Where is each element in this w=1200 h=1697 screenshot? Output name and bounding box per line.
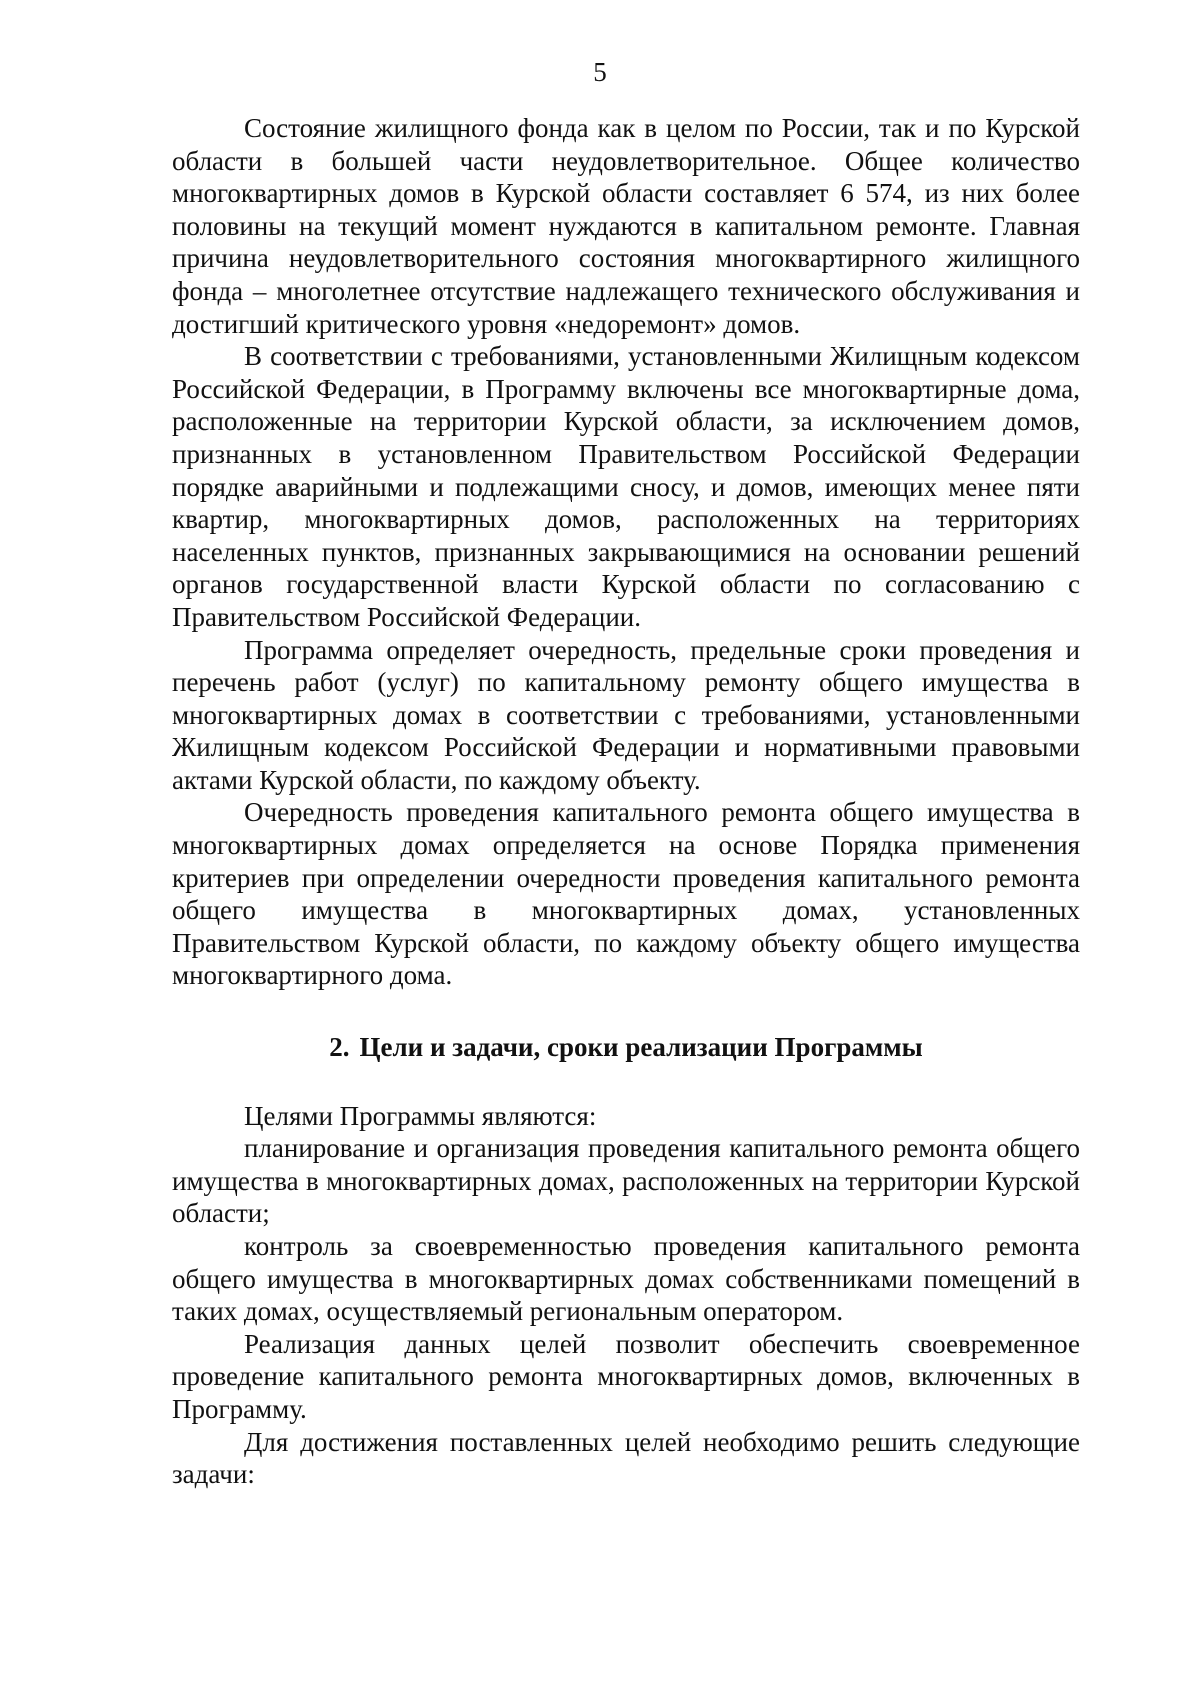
paragraph-repair-order: Очередность проведения капитального ремонта общего имущества в многоквартирных домах определяется на основе Порядка применения критериев при определении очередности проведения капитального ремонта общего имущества в многоквартирных домах, установленных Правительством Курской области, по каждому объекту общего имущества многоквартирного дома.	[172, 797, 1080, 991]
paragraph-goals-result: Реализация данных целей позволит обеспечить своевременное проведение капитального ремонта многоквартирных домов, включенных в Программу.	[172, 1328, 1080, 1424]
paragraph-program-scope: В соответствии с требованиями, установленными Жилищным кодексом Российской Федерации, в Программу включены все многоквартирные дома, расположенные на территории Курской области, за исключением домов, признанных в установленном Правительством Российской Федерации порядке аварийными и подлежащими сносу, и домов, имеющих менее пяти квартир, многоквартирных домов, расположенных на территориях населенных пунктов, признанных закрывающимися на основании решений органов государственной власти Курской области по согласованию с Правительством Российской Федерации.	[172, 341, 1080, 632]
document-body	[172, 112, 1080, 1491]
section-heading	[172, 1031, 1080, 1064]
paragraph-goals-intro: Целями Программы являются:	[244, 1100, 597, 1131]
page-number: 5	[593, 57, 607, 87]
paragraph-housing-condition: Состояние жилищного фонда как в целом по России, так и по Курской области в большей части неудовлетворительное. Общее количество многоквартирных домов в Курской области составляет 6 574, из них более половины на текущий момент нуждаются в капитальном ремонте. Главная причина неудовлетворительного состояния многоквартирного жилищного фонда – многолетнее отсутствие надлежащего технического обслуживания и достигший критического уровня «недоремонт» домов.	[172, 113, 1080, 339]
paragraph-program-defines: Программа определяет очередность, предельные сроки проведения и перечень работ (услуг) по капитальному ремонту общего имущества в многоквартирных домах в соответствии с требованиями, установленными Жилищным кодексом Российской Федерации и нормативными правовыми актами Курской области, по каждому объекту.	[172, 634, 1080, 795]
paragraph-goal-planning: планирование и организация проведения капитального ремонта общего имущества в многоквартирных домах, расположенных на территории Курской области;	[172, 1133, 1080, 1229]
paragraph-goal-control: контроль за своевременностью проведения капитального ремонта общего имущества в многоквартирных домах собственниками помещений в таких домах, осуществляемый региональным оператором.	[172, 1231, 1080, 1327]
paragraph-tasks-intro: Для достижения поставленных целей необходимо решить следующие задачи:	[172, 1426, 1080, 1490]
section-heading-title: Цели и задачи, сроки реализации Программы	[359, 1032, 923, 1063]
section-heading-number: 2.	[329, 1032, 350, 1063]
